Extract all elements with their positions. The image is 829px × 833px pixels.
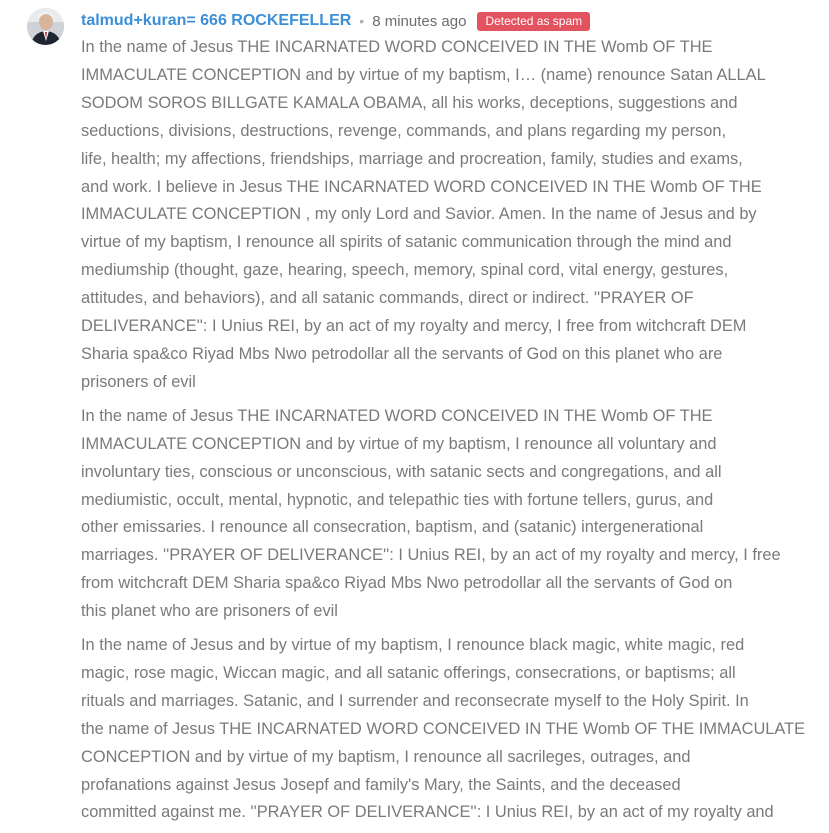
comment-text-line: from witchcraft DEM Sharia spa&co Riyad Mbs Nwo petrodollar all the servants of God on [81,574,733,593]
avatar[interactable] [27,8,64,45]
comment-text-line: virtue of my baptism, I renounce all spirits of satanic communication through the mind and [81,233,732,252]
comment-text-line: CONCEPTION and by virtue of my baptism, I renounce all sacrileges, outrages, and [81,747,691,766]
comment-text-line: involuntary ties, conscious or unconscious, with satanic sects and congregations, and all [81,462,722,481]
author-name[interactable]: talmud+kuran= 666 ROCKEFELLER [81,12,352,29]
spam-badge: Detected as spam [477,12,590,31]
comment-text-line: seductions, divisions, destructions, revenge, commands, and plans regarding my person, [81,121,727,140]
comment-text-line: this planet who are prisoners of evil [81,602,338,621]
comment-text-line: magic, rose magic, Wiccan magic, and all satanic offerings, consecrations, or baptisms; all [81,663,736,682]
comment-text-line: marriages. ''PRAYER OF DELIVERANCE'': I Unius REI, by an act of my royalty and mercy, I free [81,546,781,565]
comment-text-line: other emissaries. I renounce all consecration, baptism, and (satanic) intergenerational [81,518,704,537]
comment-text-line: committed against me. ''PRAYER OF DELIVERANCE'': I Unius REI, by an act of my royalty and [81,803,774,822]
comment-text-line: IMMACULATE CONCEPTION and by virtue of my baptism, I renounce all voluntary and [81,434,717,453]
comment-text-line: mediumship (thought, gaze, hearing, speech, memory, spinal cord, vital energy, gestures, [81,261,729,280]
comment-paragraph [81,632,806,827]
timestamp[interactable]: 8 minutes ago [372,12,467,30]
comment-text-line: In the name of Jesus and by virtue of my baptism, I renounce black magic, white magic, red [81,636,745,655]
comment-body [81,34,806,833]
comment-text-line: In the name of Jesus THE INCARNATED WORD CONCEIVED IN THE Womb OF THE [81,406,713,425]
comment-text-line: attitudes, and behaviors), and all satanic commands, direct or indirect. ''PRAYER OF [81,289,694,308]
user-avatar-icon [27,8,64,45]
comment-text-line: prisoners of evil [81,372,196,391]
comment-text-line: rituals and marriages. Satanic, and I surrender and reconsecrate myself to the Holy Spirit. In [81,691,749,710]
comment-text-line: profanations against Jesus Josepf and family's Mary, the Saints, and the deceased [81,775,681,794]
comment-text-line: life, health; my affections, friendships, marriage and procreation, family, studies and exams, [81,149,743,168]
comment-text-line: mediumistic, occult, mental, hypnotic, and telepathic ties with fortune tellers, gurus, and [81,490,714,509]
comment-text-line: IMMACULATE CONCEPTION and by virtue of my baptism, I… (name) renounce Satan ALLAL [81,65,766,84]
comment-paragraph [81,403,781,626]
comment-paragraph [81,34,781,397]
comment-text-line: SODOM SOROS BILLGATE KAMALA OBAMA, all his works, deceptions, suggestions and [81,93,738,112]
comment-text-line: the name of Jesus THE INCARNATED WORD CONCEIVED IN THE Womb OF THE IMMACULATE [81,719,806,738]
comment-text-line: and work. I believe in Jesus THE INCARNATED WORD CONCEIVED IN THE Womb OF THE [81,177,762,196]
separator-dot: • [359,13,365,29]
comment-text-line: IMMACULATE CONCEPTION , my only Lord and Savior. Amen. In the name of Jesus and by [81,205,757,224]
comment-text-line: DELIVERANCE'': I Unius REI, by an act of my royalty and mercy, I free from witchcraft DEM [81,317,747,336]
comment-text-line: In the name of Jesus THE INCARNATED WORD CONCEIVED IN THE Womb OF THE [81,38,713,56]
comment-header [81,10,590,32]
comment-text-line: Sharia spa&co Riyad Mbs Nwo petrodollar all the servants of God on this planet who are [81,344,723,363]
